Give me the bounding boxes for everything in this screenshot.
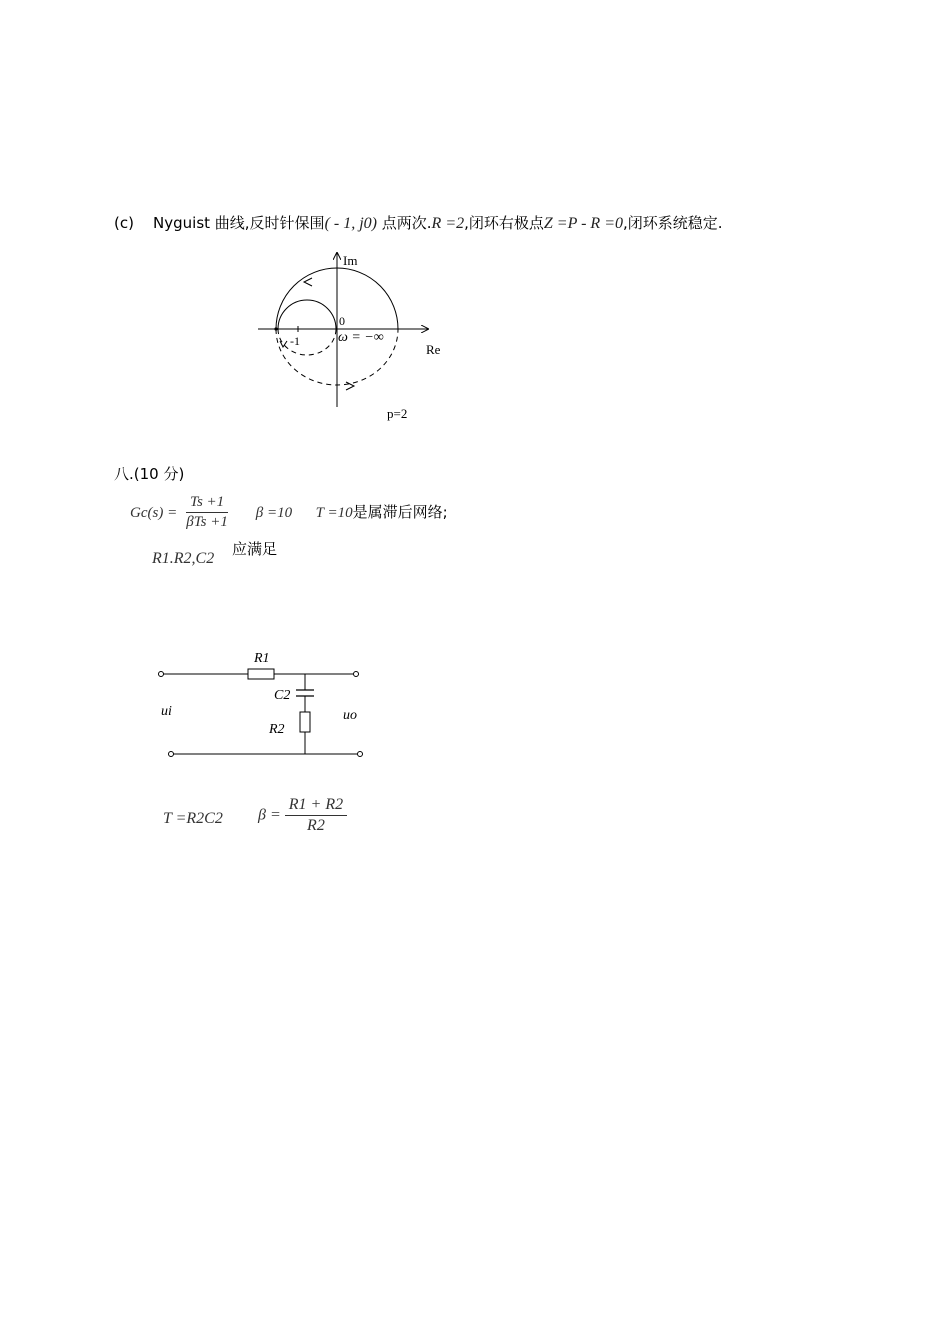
- part-c-line: [114, 212, 723, 233]
- part-c-z-eq: Z =P - R =0: [543, 215, 623, 232]
- part-c-text-4: ,闭环系统稳定.: [622, 214, 723, 232]
- part-c-r-eq: R =2: [431, 215, 465, 232]
- omega-label: ω = −∞: [338, 330, 384, 345]
- section-8-desc: 是属滞后网络;: [352, 503, 448, 521]
- beta-formula: [258, 796, 351, 835]
- upper-arrow: [304, 278, 312, 286]
- lag-network-circuit: [150, 645, 380, 765]
- uo-label: uo: [343, 708, 357, 723]
- lower-arrow: [346, 382, 354, 390]
- origin-label: 0: [339, 314, 345, 328]
- p-label: p=2: [387, 406, 408, 421]
- t-eq: T =10: [315, 505, 353, 521]
- im-label: Im: [343, 253, 358, 268]
- satisfy-text: 应满足: [232, 540, 278, 558]
- gc-denominator: βTs +1: [186, 514, 228, 530]
- beta-eq: β =10: [255, 505, 293, 521]
- section-8-heading: 八.(10 分): [114, 465, 185, 483]
- neg-one-label: -1: [290, 334, 300, 348]
- part-c-text-3: ,闭环右极点: [464, 214, 544, 232]
- r2-label: R2: [269, 722, 285, 737]
- part-c-text-1: Nyguist 曲线,反时针保围: [153, 214, 325, 232]
- beta-lhs: β =: [258, 806, 281, 824]
- nyquist-plot: [250, 245, 450, 425]
- gc-formula-row: [130, 494, 448, 531]
- beta-fraction: [285, 796, 347, 835]
- r1-resistor: [248, 669, 274, 679]
- gc-lhs: Gc(s) =: [130, 505, 178, 521]
- components-list: R1.R2,C2: [152, 550, 215, 567]
- part-c-point: ( - 1, j0): [324, 215, 377, 232]
- t-formula: T =R2C2: [163, 810, 223, 827]
- input-bottom-terminal: [169, 752, 174, 757]
- part-c-label: (c): [114, 214, 134, 232]
- beta-numerator: R1 + R2: [285, 796, 347, 816]
- r1-label: R1: [254, 651, 270, 666]
- gc-numerator: Ts +1: [186, 494, 228, 513]
- gc-fraction: [186, 494, 228, 531]
- output-top-terminal: [354, 672, 359, 677]
- input-top-terminal: [159, 672, 164, 677]
- r2-resistor: [300, 712, 310, 732]
- part-c-text-2: 点两次.: [377, 214, 432, 232]
- c2-label: C2: [274, 688, 291, 703]
- output-bottom-terminal: [358, 752, 363, 757]
- left-arrow: [280, 341, 287, 347]
- beta-denominator: R2: [307, 817, 325, 834]
- ui-label: ui: [161, 704, 172, 719]
- upper-small-arc: [278, 300, 336, 329]
- re-label: Re: [426, 342, 441, 357]
